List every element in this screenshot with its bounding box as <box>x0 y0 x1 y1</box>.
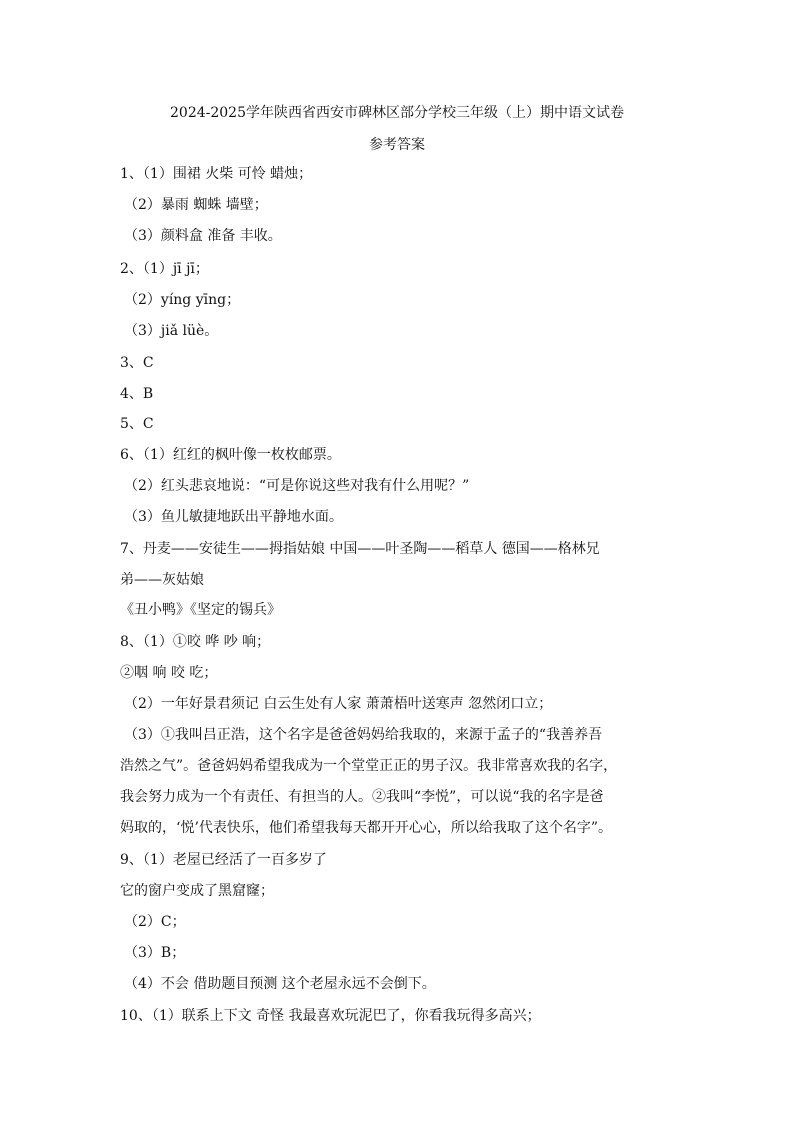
answer-line: 5、C <box>120 416 154 432</box>
answer-line: 3、C <box>120 355 154 371</box>
answer-line: 4、B <box>120 386 154 402</box>
answer-line: （2）红头悲哀地说：“可是你说这些对我有什么用呢？” <box>124 478 470 494</box>
answer-line: ②咽 响 咬 吃； <box>120 665 218 681</box>
answer-line: （2）暴雨 蜘蛛 墙壁； <box>124 197 268 213</box>
answer-line: （3）颜料盒 准备 丰收。 <box>124 228 282 244</box>
answer-line: 9、（1）老屋已经活了一百多岁了 <box>120 852 327 868</box>
answer-line: 7、丹麦——安徒生——拇指姑娘 中国——叶圣陶——稻草人 德国——格林兄 <box>120 541 600 557</box>
answer-line: 8、（1）①咬 哗 吵 响； <box>120 634 271 650</box>
answer-line: （2）yíng yīng； <box>124 292 241 308</box>
answer-line: 2、（1）jī jī； <box>120 261 209 277</box>
answer-line: （3）jiǎ lüè。 <box>124 323 219 339</box>
answer-line: 6、（1）红红的枫叶像一枚枚邮票。 <box>120 447 341 463</box>
answer-line: （2）一年好景君须记 白云生处有人家 萧萧梧叶送寒声 忽然闭口立； <box>124 696 553 712</box>
answer-line: 我会努力成为一个有责任、有担当的人。②我叫“李悦”，可以说“我的名字是爸 <box>120 789 604 805</box>
answer-line: （2）C； <box>124 914 186 930</box>
document-title: 2024-2025学年陕西省西安市碑林区部分学校三年级（上）期中语文试卷 <box>170 105 624 121</box>
answer-line: 浩然之气”。爸爸妈妈希望我成为一个堂堂正正的男子汉。我非常喜欢我的名字， <box>120 758 618 774</box>
answer-line: （3）①我叫吕正浩，这个名字是爸爸妈妈给我取的，来源于孟子的“我善养吾 <box>124 727 603 743</box>
answer-line: （4）不会 借助题目预测 这个老屋永远不会倒下。 <box>124 976 436 992</box>
answer-line: 妈取的，‘悦’代表快乐，他们希望我每天都开开心心，所以给我取了这个名字”。 <box>120 820 613 836</box>
answer-line: 《丑小鸭》《坚定的锡兵》 <box>120 602 281 618</box>
answer-line: 10、（1）联系上下文 奇怪 我最喜欢玩泥巴了，你看我玩得多高兴； <box>120 1008 541 1024</box>
answer-line: 它的窗户变成了黑窟窿； <box>120 883 274 899</box>
document-subtitle: 参考答案 <box>369 137 425 153</box>
answer-line: （3）B； <box>124 945 186 961</box>
answer-line: 1、（1）围裙 火柴 可怜 蜡烛； <box>120 166 313 182</box>
answer-line: （3）鱼儿敏捷地跃出平静地水面。 <box>124 509 343 525</box>
answer-line: 弟——灰姑娘 <box>120 572 204 588</box>
